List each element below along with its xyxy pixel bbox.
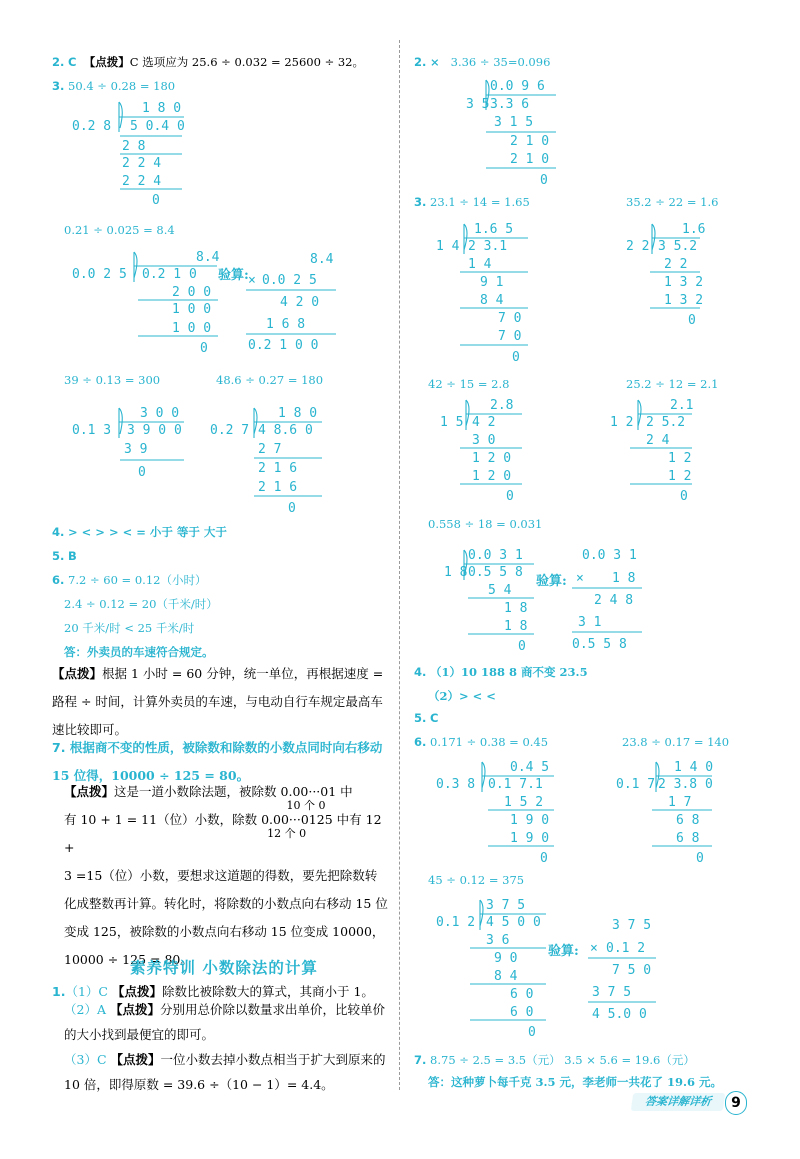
svg-text:2 4: 2 4 (646, 433, 670, 448)
dividend-zero-count: 10 个 0 (286, 799, 326, 812)
svg-text:8 4: 8 4 (494, 969, 518, 984)
svg-text:2 3.1: 2 3.1 (468, 239, 508, 254)
svg-text:4 8.6 0: 4 8.6 0 (258, 423, 313, 438)
svg-text:7 0: 7 0 (498, 329, 522, 344)
svg-text:3 7 5: 3 7 5 (486, 898, 526, 913)
right-q4-l2: （2）> < < (428, 689, 496, 703)
svg-text:0: 0 (512, 350, 520, 365)
svg-text:0.1 7.1: 0.1 7.1 (488, 777, 543, 792)
svg-text:1 4: 1 4 (468, 257, 492, 272)
svg-text:2.1: 2.1 (670, 398, 694, 413)
section-title: 素养特训 小数除法的计算 (130, 959, 318, 977)
division-0.171-by-0.38 (436, 758, 556, 868)
svg-text:2 8: 2 8 (122, 139, 146, 154)
svg-text:0.0 2 5: 0.0 2 5 (72, 267, 127, 282)
division-50.4-by-0.28 (72, 98, 192, 210)
svg-text:×: × (590, 941, 598, 956)
svg-text:9 0: 9 0 (494, 951, 518, 966)
svg-text:1 9 0: 1 9 0 (510, 813, 550, 828)
left-q6-l3: 20 千米/时 < 25 千米/时 (64, 621, 195, 635)
svg-text:0.1 2: 0.1 2 (436, 915, 476, 930)
svg-text:0.2 8: 0.2 8 (72, 119, 112, 134)
svg-text:4 5.0 0: 4 5.0 0 (592, 1007, 647, 1022)
left-q3-eq2: 0.21 ÷ 0.025 = 8.4 (64, 223, 175, 237)
right-q2: 2. × 3.36 ÷ 35=0.096 (414, 55, 551, 69)
right-q3-eq5: 0.558 ÷ 18 = 0.031 (428, 517, 543, 531)
svg-text:8 4: 8 4 (480, 293, 504, 308)
check-0.031-times-18 (568, 546, 658, 658)
right-q3-eq2: 35.2 ÷ 22 = 1.6 (626, 195, 719, 209)
svg-text:6 8: 6 8 (676, 831, 700, 846)
divisor-expression: 0.00···0125 (261, 812, 333, 827)
division-3.36-by-35 (466, 76, 566, 188)
svg-text:3 5: 3 5 (466, 97, 490, 112)
svg-text:0: 0 (200, 341, 208, 356)
division-25.2-by-12 (610, 396, 700, 508)
svg-text:0.1 7: 0.1 7 (616, 777, 656, 792)
division-23.8-by-0.17 (616, 758, 716, 868)
right-q3-eq4: 25.2 ÷ 12 = 2.1 (626, 377, 719, 391)
svg-text:1 8 0: 1 8 0 (278, 406, 318, 421)
svg-text:1 4: 1 4 (436, 239, 460, 254)
s1-a3: （3）C 【点拨】一位小数去掉小数点相当于扩大到原来的 10 倍，即得原数 = 39.6 ÷（10 − 1）= 4.4。 (64, 1052, 386, 1092)
svg-text:3 1 5: 3 1 5 (494, 115, 534, 130)
left-q6-l4: 答：外卖员的车速符合规定。 (64, 645, 214, 659)
division-42-by-15 (440, 396, 540, 508)
division-0.21-by-0.025 (72, 248, 222, 358)
right-check-label-1: 验算: (536, 574, 567, 589)
svg-text:1 8: 1 8 (612, 571, 636, 586)
divisor-zero-count: 12 个 0 (267, 827, 307, 840)
left-q6-l2: 2.4 ÷ 0.12 = 20（千米/时） (64, 597, 218, 611)
left-q3-eq1: 3. 50.4 ÷ 0.28 = 180 (52, 79, 176, 93)
svg-text:0.5 5 8: 0.5 5 8 (468, 565, 523, 580)
svg-text:3 6: 3 6 (486, 933, 510, 948)
svg-text:0.0 9 6: 0.0 9 6 (490, 79, 545, 94)
svg-text:2 4 8: 2 4 8 (594, 593, 634, 608)
svg-text:3 1: 3 1 (578, 615, 602, 630)
svg-text:6 0: 6 0 (510, 987, 534, 1002)
svg-text:2 2: 2 2 (664, 257, 688, 272)
svg-text:1 8 0: 1 8 0 (142, 101, 182, 116)
svg-text:1 2 0: 1 2 0 (472, 469, 512, 484)
svg-text:1 9 0: 1 9 0 (510, 831, 550, 846)
svg-text:1 5: 1 5 (440, 415, 464, 430)
svg-text:0: 0 (288, 501, 296, 516)
left-q6-l1: 6. 7.2 ÷ 60 = 0.12（小时） (52, 573, 207, 587)
svg-text:1 5 2: 1 5 2 (504, 795, 544, 810)
dividend-expression: 0.00···01 (280, 784, 337, 799)
svg-text:8.4: 8.4 (310, 252, 334, 267)
division-23.1-by-14 (436, 220, 546, 368)
svg-text:3 7 5: 3 7 5 (612, 918, 652, 933)
right-q3-eq1: 3. 23.1 ÷ 14 = 1.65 (414, 195, 530, 209)
svg-text:6 0: 6 0 (510, 1005, 534, 1020)
svg-text:2 1 6: 2 1 6 (258, 480, 298, 495)
svg-text:0.0 2 5: 0.0 2 5 (262, 273, 317, 288)
right-q4-l1: 4. （1）10 188 8 商不变 23.5 (414, 665, 588, 679)
svg-text:1 2 0: 1 2 0 (472, 451, 512, 466)
svg-text:3.3 6: 3.3 6 (490, 97, 530, 112)
svg-text:3 0: 3 0 (472, 433, 496, 448)
svg-text:0: 0 (138, 465, 146, 480)
svg-text:1 8: 1 8 (504, 601, 528, 616)
svg-text:2 5.2: 2 5.2 (646, 415, 686, 430)
svg-text:0.2 1 0 0: 0.2 1 0 0 (248, 338, 319, 353)
svg-text:1 2: 1 2 (610, 415, 634, 430)
left-q3-eq4: 48.6 ÷ 0.27 = 180 (216, 373, 324, 387)
svg-text:0: 0 (152, 193, 160, 208)
svg-text:2 2 4: 2 2 4 (122, 174, 162, 189)
svg-text:0.5 5 8: 0.5 5 8 (572, 637, 627, 652)
svg-text:3 9 0 0: 3 9 0 0 (127, 423, 182, 438)
svg-text:2.8: 2.8 (490, 398, 514, 413)
svg-text:2 7: 2 7 (258, 442, 282, 457)
svg-text:0.2 1 0: 0.2 1 0 (142, 267, 197, 282)
svg-text:4 2: 4 2 (472, 415, 496, 430)
s1-a1: 1.（1）C 【点拨】除数比被除数大的算式，其商小于 1。 (52, 984, 374, 999)
svg-text:0.0 3 1: 0.0 3 1 (582, 548, 637, 563)
svg-text:2 1 0: 2 1 0 (510, 134, 550, 149)
left-q7-answer: 7. 根据商不变的性质，被除数和除数的小数点同时向右移动 15 位得，10000 ÷ 125 = 80。 (52, 740, 383, 783)
s1-a2: （2）A 【点拨】分别用总价除以数量求出单价，比较单价的大小找到最便宜的即可。 (64, 1002, 385, 1042)
svg-text:2 2: 2 2 (626, 239, 650, 254)
svg-text:1 3 2: 1 3 2 (664, 293, 704, 308)
svg-text:1 7: 1 7 (668, 795, 692, 810)
right-q7-eq: 7. 8.75 ÷ 2.5 = 3.5（元） 3.5 × 5.6 = 19.6（元） (414, 1053, 695, 1067)
svg-text:1.6: 1.6 (682, 222, 706, 237)
svg-text:0: 0 (528, 1025, 536, 1040)
svg-text:0: 0 (688, 313, 696, 328)
svg-text:0: 0 (518, 639, 526, 654)
svg-text:2 1 0: 2 1 0 (510, 152, 550, 167)
svg-text:×: × (576, 571, 584, 586)
division-0.558-by-18 (444, 546, 544, 658)
svg-text:6 8: 6 8 (676, 813, 700, 828)
left-q4: 4. > < > > < = 小于 等于 大于 (52, 525, 227, 539)
svg-text:5 0.4 0: 5 0.4 0 (130, 119, 185, 134)
svg-text:0: 0 (506, 489, 514, 504)
svg-text:0.3 8: 0.3 8 (436, 777, 476, 792)
svg-text:0.1 3: 0.1 3 (72, 423, 112, 438)
svg-text:1 0 0: 1 0 0 (172, 321, 212, 336)
svg-text:2 1 6: 2 1 6 (258, 461, 298, 476)
svg-text:0.4 5: 0.4 5 (510, 760, 550, 775)
svg-text:7 0: 7 0 (498, 311, 522, 326)
svg-text:8.4: 8.4 (196, 250, 220, 265)
svg-text:2 2 4: 2 2 4 (122, 156, 162, 171)
svg-text:1 8: 1 8 (444, 565, 468, 580)
left-q5: 5. B (52, 549, 77, 563)
svg-text:0: 0 (540, 173, 548, 188)
svg-text:0: 0 (680, 489, 688, 504)
svg-text:1 3 2: 1 3 2 (664, 275, 704, 290)
svg-text:4 5 0 0: 4 5 0 0 (486, 915, 541, 930)
svg-text:1 2: 1 2 (668, 451, 692, 466)
right-q7-answer: 答：这种萝卜每千克 3.5 元，李老师一共花了 19.6 元。 (428, 1075, 723, 1089)
svg-text:9 1: 9 1 (480, 275, 504, 290)
svg-text:0.2 7: 0.2 7 (210, 423, 250, 438)
page-number: 9 (725, 1091, 747, 1115)
division-35.2-by-22 (626, 220, 706, 332)
column-divider (399, 40, 400, 1090)
svg-text:3 0 0: 3 0 0 (140, 406, 180, 421)
svg-text:3 5.2: 3 5.2 (658, 239, 698, 254)
svg-text:1 8: 1 8 (504, 619, 528, 634)
left-q3-eq3: 39 ÷ 0.13 = 300 (64, 373, 161, 387)
division-45-by-0.12 (436, 896, 556, 1046)
division-39-by-0.13 (72, 404, 192, 484)
left-q2: 2. C 【点拨】C 选项应为 25.6 ÷ 0.032 = 25600 ÷ 32。 (52, 55, 364, 69)
svg-text:×: × (248, 273, 256, 288)
left-check-label-1: 验算: (218, 268, 249, 283)
svg-text:0: 0 (540, 851, 548, 866)
check-8.4-times-0.025 (240, 250, 350, 355)
division-48.6-by-0.27 (210, 404, 330, 516)
footer-answer-tag: 答案详解详析 (631, 1093, 726, 1111)
svg-text:1 6 8: 1 6 8 (266, 317, 306, 332)
svg-text:2 0 0: 2 0 0 (172, 285, 212, 300)
right-check-label-2: 验算: (548, 944, 579, 959)
svg-text:0: 0 (696, 851, 704, 866)
svg-text:0.0 3 1: 0.0 3 1 (468, 548, 523, 563)
svg-text:5 4: 5 4 (488, 583, 512, 598)
right-q6-eq2: 23.8 ÷ 0.17 = 140 (622, 735, 730, 749)
left-q6-hint: 【点拨】根据 1 小时 = 60 分钟，统一单位，再根据速度 = 路程 ÷ 时间，计算外卖员的车速，与电动自行车规定最高车速比较即可。 (52, 666, 384, 737)
right-q5: 5. C (414, 711, 439, 725)
right-q6-eq1: 6. 0.171 ÷ 0.38 = 0.45 (414, 735, 549, 749)
left-q7-hint: 【点拨】这是一道小数除法题，被除数 0.00···01 10 个 0 中 有 10 + 1 = 11（位）小数，除数 0.00···0125 12 个 0 中有 12 + 3 =15（位）小数，要想求这道题的得数，要先把除数转化成整数再计算。转化时，将除数的小数点向右移动 15 位变成 125，被除数的小数点向右移动 15 位变成 10000，10000 ÷ 125 = 80。 (64, 784, 388, 967)
svg-text:1 4 0: 1 4 0 (674, 760, 714, 775)
svg-text:4 2 0: 4 2 0 (280, 295, 320, 310)
svg-text:3 9: 3 9 (124, 442, 148, 457)
svg-text:1.6 5: 1.6 5 (474, 222, 514, 237)
svg-text:2 3.8 0: 2 3.8 0 (658, 777, 713, 792)
svg-text:0.1 2: 0.1 2 (606, 941, 646, 956)
svg-text:1 0 0: 1 0 0 (172, 302, 212, 317)
svg-text:1 2: 1 2 (668, 469, 692, 484)
right-q6-eq3: 45 ÷ 0.12 = 375 (428, 873, 525, 887)
check-375-times-0.12 (586, 916, 666, 1026)
svg-text:3 7 5: 3 7 5 (592, 985, 632, 1000)
svg-text:7 5 0: 7 5 0 (612, 963, 652, 978)
right-q3-eq3: 42 ÷ 15 = 2.8 (428, 377, 510, 391)
